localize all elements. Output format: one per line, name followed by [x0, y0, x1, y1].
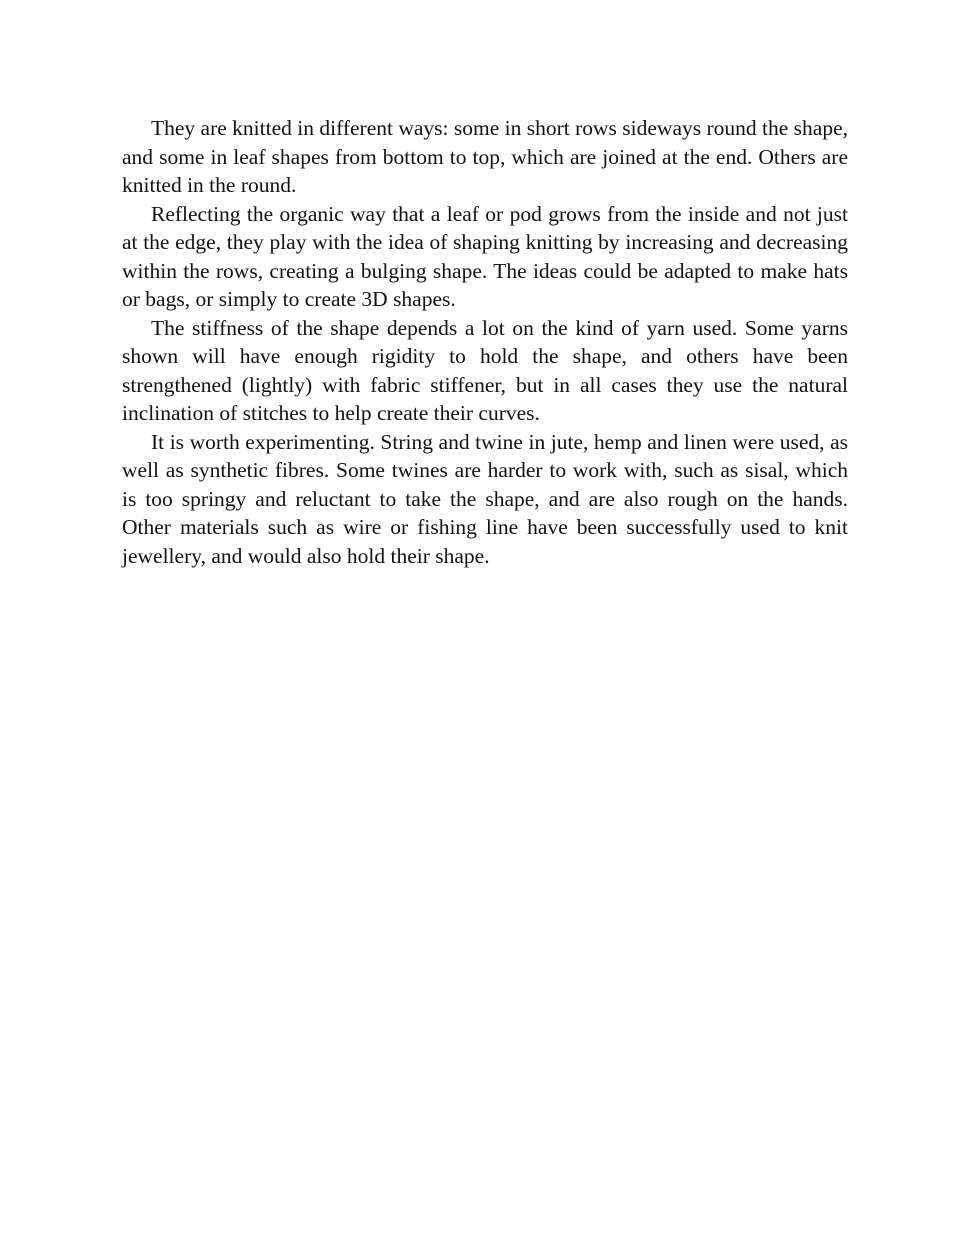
paragraph-materials: It is worth experimenting. String and twine in jute, hemp and linen were used, as well as synthetic fibres. Some twines are harder to work with, such as sisal, which is too springy and reluctant to take the shape, and are also rough on the hands. Other materials such as wire or fishing line have been successfully used to knit jewellery, and would also hold their shape.: [122, 429, 848, 568]
paragraph-organic-shaping: Reflecting the organic way that a leaf or pod grows from the inside and not just at the edge, they play with the idea of shaping knitting by increasing and decreasing within the rows, creating a bulging shape. The ideas could be adapted to make hats or bags, or simply to create 3D shapes.: [122, 201, 848, 311]
body-text: [122, 114, 848, 570]
paragraph-yarn-stiffness: The stiffness of the shape depends a lot on the kind of yarn used. Some yarns shown will have enough rigidity to hold the shape, and others have been strengthened (lightly) with fabric stiffener, but in all cases they use the natural inclination of stitches to help create their curves.: [122, 315, 848, 425]
paragraph-knitting-methods: They are knitted in different ways: some in short rows sideways round the shape, and some in leaf shapes from bottom to top, which are joined at the end. Others are knitted in the round.: [122, 116, 848, 197]
